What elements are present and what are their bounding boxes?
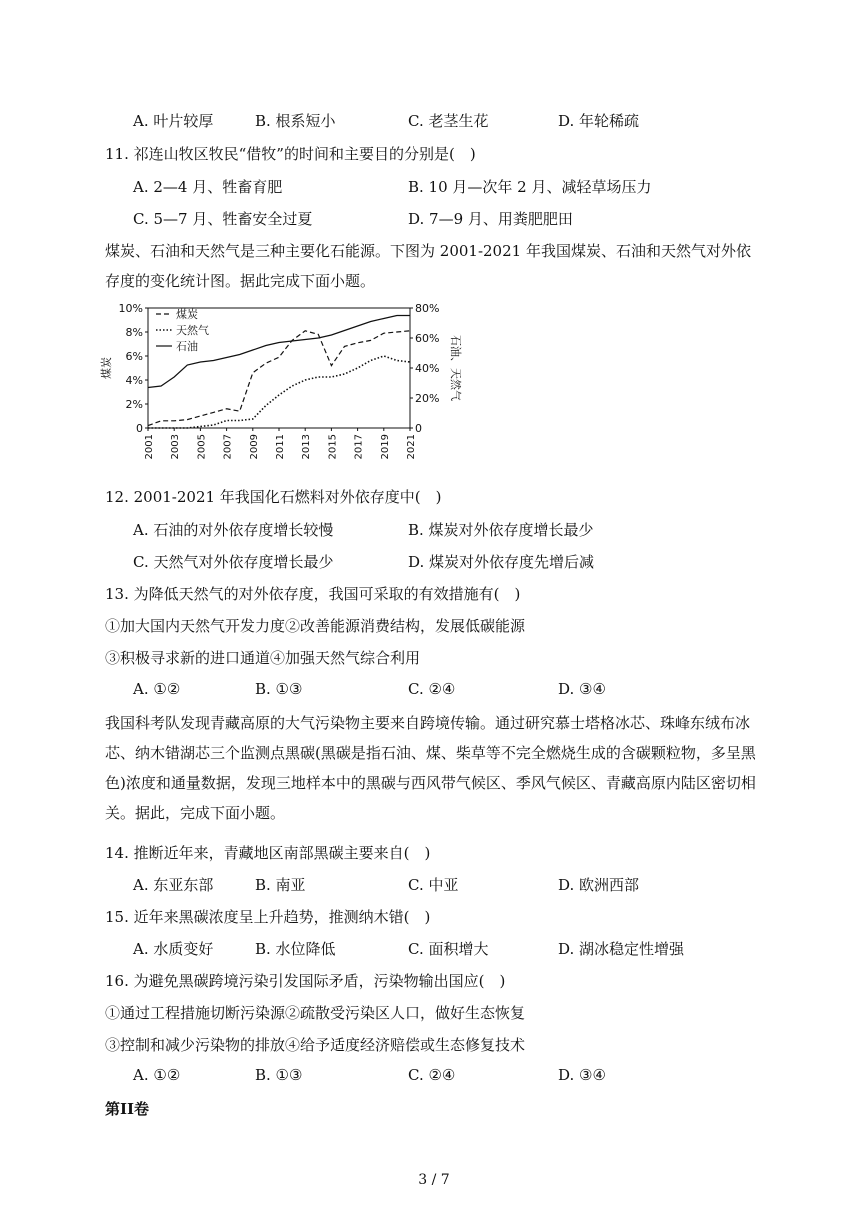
q15-option-a: A. 水质变好 (133, 940, 214, 958)
q15-option-b: B. 水位降低 (255, 940, 336, 958)
x-tick-label: 2005 (196, 434, 208, 460)
legend-label: 天然气 (176, 324, 209, 337)
q11-stem: 11. 祁连山牧区牧民“借牧”的时间和主要目的分别是( ) (105, 145, 476, 163)
q15-stem: 15. 近年来黑碳浓度呈上升趋势，推测纳木错( ) (105, 908, 431, 926)
x-tick-label: 2019 (379, 434, 391, 460)
q11-option-c: C. 5—7 月、牲畜安全过夏 (133, 210, 313, 228)
right-tick-label: 20% (415, 392, 440, 405)
left-tick-label: 2% (125, 398, 143, 411)
q13-option-b: B. ①③ (255, 680, 303, 698)
q10-option-b: B. 根系短小 (255, 112, 336, 130)
q16-option-b: B. ①③ (255, 1066, 303, 1084)
x-tick-label: 2017 (353, 434, 365, 460)
right-tick-label: 40% (415, 362, 440, 375)
q11-option-b: B. 10 月—次年 2 月、减轻草场压力 (408, 178, 652, 196)
left-tick-label: 0 (136, 422, 143, 435)
left-tick-label: 4% (125, 374, 143, 387)
q16-option-d: D. ③④ (558, 1066, 606, 1084)
fuel-intro: 煤炭、石油和天然气是三种主要化石能源。下图为 2001-2021 年我国煤炭、石油和天然气对外依存度的变化统计图。据此完成下面小题。 (105, 242, 751, 290)
series-line-dotted (148, 356, 410, 428)
x-tick-label: 2007 (222, 434, 234, 460)
q15-option-d: D. 湖冰稳定性增强 (558, 940, 685, 958)
x-tick-label: 2001 (144, 434, 155, 460)
right-tick-label: 0 (415, 422, 422, 435)
q14-stem: 14. 推断近年来，青藏地区南部黑碳主要来自( ) (105, 844, 431, 862)
legend-label: 煤炭 (176, 308, 198, 321)
q12-stem: 12. 2001-2021 年我国化石燃料对外依存度中( ) (105, 488, 442, 506)
q14-option-d: D. 欧洲西部 (558, 876, 640, 894)
q16-choice-line-2: ③控制和减少污染物的排放④给予适度经济赔偿或生态修复技术 (105, 1036, 526, 1054)
q16-choice-line-1: ①通过工程措施切断污染源②疏散受污染区人口，做好生态恢复 (105, 1004, 526, 1022)
x-tick-label: 2011 (275, 434, 286, 460)
q15-option-c: C. 面积增大 (408, 940, 489, 958)
x-tick-label: 2015 (327, 434, 339, 460)
q13-stem: 13. 为降低天然气的对外依存度，我国可采取的有效措施有( ) (105, 585, 521, 603)
left-tick-label: 6% (125, 350, 143, 363)
right-tick-label: 80% (415, 302, 440, 315)
q12-option-d: D. 煤炭对外依存度先增后减 (408, 553, 595, 571)
x-tick-label: 2009 (248, 434, 260, 460)
q10-option-a: A. 叶片较厚 (133, 112, 214, 130)
right-tick-label: 60% (415, 332, 440, 345)
x-tick-label: 2003 (170, 434, 182, 460)
q13-option-d: D. ③④ (558, 680, 606, 698)
left-tick-label: 8% (125, 326, 143, 339)
carbon-intro: 我国科考队发现青藏高原的大气污染物主要来自跨境传输。通过研究慕士塔格冰芯、珠峰东绒布冰芯、纳木错湖芯三个监测点黑碳(黑碳是指石油、煤、柴草等不完全燃烧生成的含碳颗粒物，多呈黑色)浓度和通量数据，发现三地样本中的黑碳与西风带气候区、季风气候区、青藏高原内陆区密切相关。据此，完成下面小题。 (105, 714, 756, 822)
left-tick-label: 10% (118, 302, 143, 315)
q14-option-c: C. 中亚 (408, 876, 459, 894)
q10-option-d: D. 年轮稀疏 (558, 112, 640, 130)
q10-option-c: C. 老茎生花 (408, 112, 489, 130)
q13-choice-line-1: ①加大国内天然气开发力度②改善能源消费结构，发展低碳能源 (105, 617, 526, 635)
q12-option-a: A. 石油的对外依存度增长较慢 (133, 521, 334, 539)
q11-option-a: A. 2—4 月、牲畜育肥 (133, 178, 283, 196)
right-axis-label: 石油、天然气 (449, 335, 462, 401)
q12-option-b: B. 煤炭对外依存度增长最少 (408, 521, 594, 539)
x-tick-label: 2021 (406, 434, 417, 460)
q11-option-d: D. 7—9 月、用粪肥肥田 (408, 210, 573, 228)
fuel-dependency-chart (100, 296, 460, 476)
q14-option-b: B. 南亚 (255, 876, 306, 894)
q13-option-c: C. ②④ (408, 680, 456, 698)
left-axis-label: 煤炭 (100, 357, 113, 379)
q16-option-c: C. ②④ (408, 1066, 456, 1084)
q13-option-a: A. ①② (133, 680, 181, 698)
q13-choice-line-2: ③积极寻求新的进口通道④加强天然气综合利用 (105, 649, 421, 667)
page-number: 3 / 7 (418, 1172, 450, 1188)
q16-stem: 16. 为避免黑碳跨境污染引发国际矛盾，污染物输出国应( ) (105, 972, 506, 990)
section-title: 第II卷 (105, 1100, 150, 1118)
x-tick-label: 2013 (301, 434, 313, 460)
q16-option-a: A. ①② (133, 1066, 181, 1084)
q12-option-c: C. 天然气对外依存度增长最少 (133, 553, 334, 571)
q14-option-a: A. 东亚东部 (133, 876, 214, 894)
legend-label: 石油 (176, 340, 198, 353)
